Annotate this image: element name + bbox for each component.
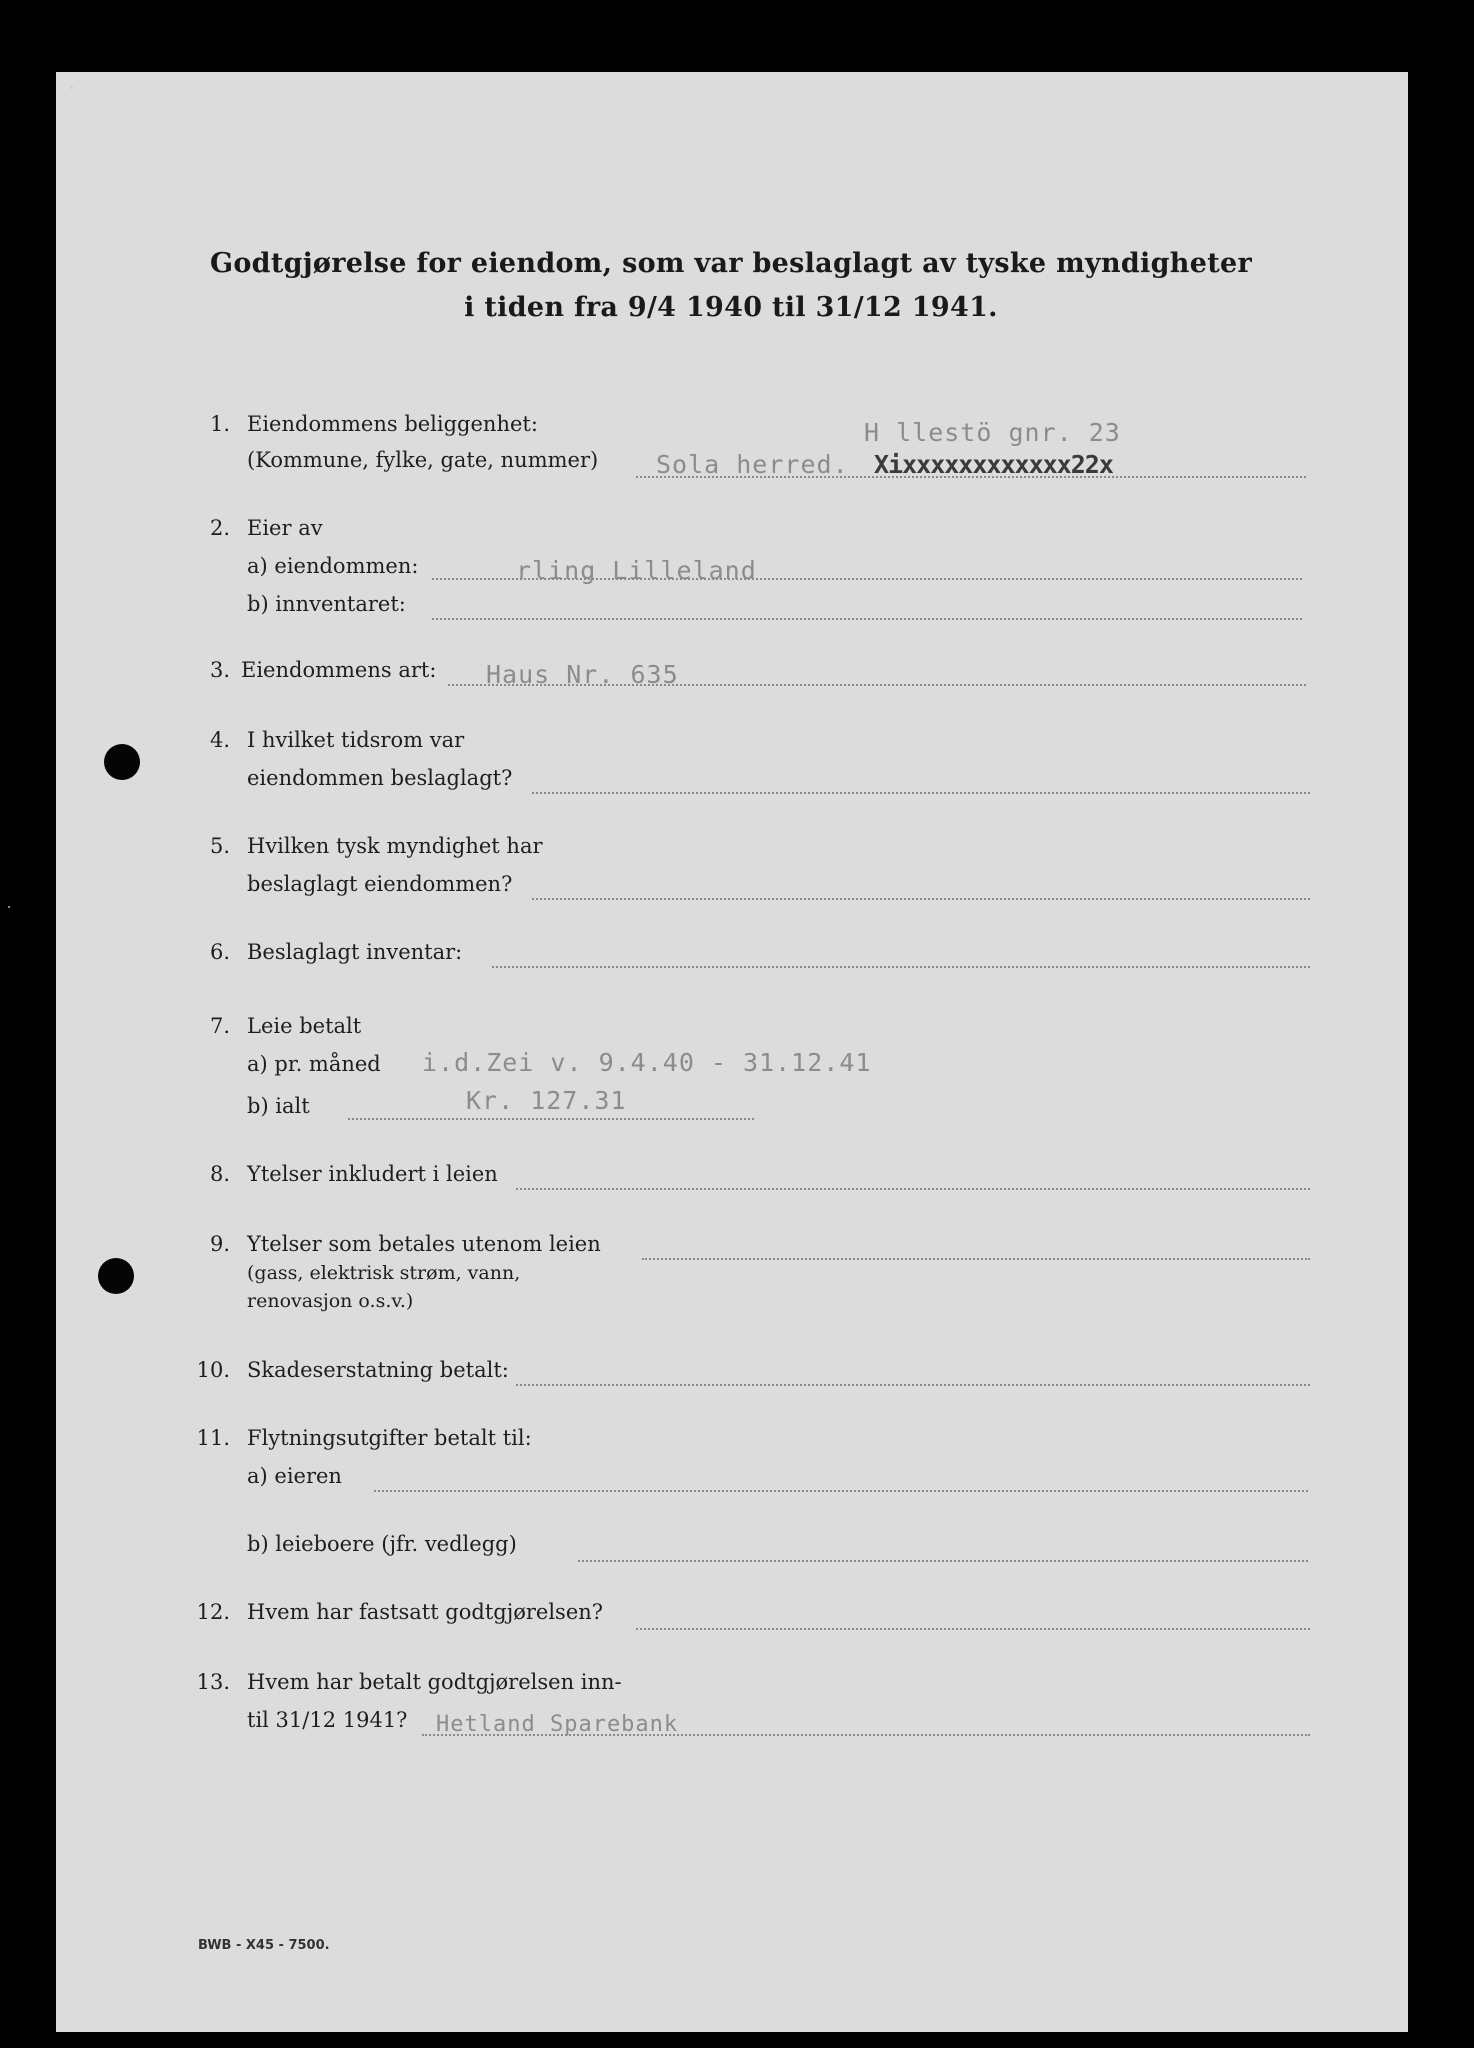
item-2a-label: a) eiendommen: bbox=[247, 554, 419, 578]
item-7a-label: a) pr. måned bbox=[247, 1052, 381, 1076]
item-7b-value: Kr. 127.31 bbox=[466, 1086, 627, 1115]
item-7-number: 7. bbox=[209, 1014, 230, 1038]
item-9-note-2: renovasjon o.s.v.) bbox=[247, 1290, 414, 1312]
item-12-number: 12. bbox=[196, 1600, 230, 1624]
item-13-sublabel: til 31/12 1941? bbox=[247, 1708, 408, 1732]
item-2a-line bbox=[432, 578, 1302, 580]
item-11-label: Flytningsutgifter betalt til: bbox=[247, 1426, 532, 1450]
punch-hole-bottom bbox=[98, 1258, 134, 1294]
item-3-number: 3. bbox=[209, 658, 230, 682]
item-8-line bbox=[516, 1188, 1310, 1190]
item-4-sublabel: eiendommen beslaglagt? bbox=[247, 766, 513, 790]
item-12-label: Hvem har fastsatt godtgjørelsen? bbox=[247, 1600, 604, 1624]
item-9-line bbox=[642, 1258, 1310, 1260]
item-7a-value: i.d.Zei v. 9.4.40 - 31.12.41 bbox=[422, 1048, 872, 1077]
item-2-number: 2. bbox=[209, 516, 230, 540]
item-11-number: 11. bbox=[196, 1426, 230, 1450]
item-5-line bbox=[532, 898, 1310, 900]
paper-speck bbox=[70, 86, 73, 89]
item-3-label: Eiendommens art: bbox=[241, 658, 437, 682]
item-7b-label: b) ialt bbox=[247, 1094, 310, 1118]
item-8-number: 8. bbox=[209, 1162, 230, 1186]
item-8-label: Ytelser inkludert i leien bbox=[247, 1162, 498, 1186]
item-3-value: Haus Nr. 635 bbox=[486, 660, 679, 689]
item-6-line bbox=[492, 966, 1310, 968]
printer-mark: BWB - X45 - 7500. bbox=[198, 1938, 330, 1953]
form-title-line-2: i tiden fra 9/4 1940 til 31/12 1941. bbox=[464, 292, 998, 323]
item-13-label: Hvem har betalt godtgjørelsen inn- bbox=[247, 1670, 622, 1694]
item-5-sublabel: beslaglagt eiendommen? bbox=[247, 872, 513, 896]
item-2-label: Eier av bbox=[247, 516, 323, 540]
form-sheet bbox=[56, 72, 1408, 2032]
item-1-typed-line-1: H llestö gnr. 23 bbox=[864, 418, 1121, 447]
item-4-line bbox=[532, 792, 1310, 794]
item-13-value: Hetland Sparebank bbox=[436, 1712, 679, 1737]
item-13-line bbox=[422, 1734, 1310, 1736]
item-4-label: I hvilket tidsrom var bbox=[247, 728, 465, 752]
item-7-label: Leie betalt bbox=[247, 1014, 362, 1038]
item-1-typed-line-2: Sola herred. bbox=[656, 450, 849, 479]
item-2b-label: b) innventaret: bbox=[247, 592, 406, 616]
item-2a-value: rling Lilleland bbox=[516, 556, 757, 585]
item-1-line bbox=[636, 476, 1306, 478]
item-10-number: 10. bbox=[196, 1358, 230, 1382]
item-11a-label: a) eieren bbox=[247, 1464, 342, 1488]
item-2b-line bbox=[432, 618, 1302, 620]
item-11b-line bbox=[578, 1560, 1308, 1562]
item-9-note-1: (gass, elektrisk strøm, vann, bbox=[247, 1262, 521, 1284]
item-1-label: Eiendommens beliggenhet: bbox=[247, 412, 538, 436]
item-1-struck-text: Xixxxxxxxxxxxx22x bbox=[874, 450, 1113, 479]
item-6-label: Beslaglagt inventar: bbox=[247, 940, 463, 964]
form-title-line-1: Godtgjørelse for eiendom, som var beslaglagt av tyske myndigheter bbox=[210, 248, 1252, 279]
item-10-line bbox=[516, 1384, 1310, 1386]
scan-speck bbox=[8, 906, 10, 908]
item-5-label: Hvilken tysk myndighet har bbox=[247, 834, 543, 858]
item-6-number: 6. bbox=[209, 940, 230, 964]
item-3-line bbox=[448, 684, 1306, 686]
item-5-number: 5. bbox=[209, 834, 230, 858]
item-11b-label: b) leieboere (jfr. vedlegg) bbox=[247, 1532, 517, 1556]
item-4-number: 4. bbox=[209, 728, 230, 752]
item-13-number: 13. bbox=[196, 1670, 230, 1694]
item-7b-line bbox=[348, 1118, 754, 1120]
item-1-sublabel: (Kommune, fylke, gate, nummer) bbox=[247, 448, 599, 472]
item-11a-line bbox=[374, 1490, 1308, 1492]
punch-hole-top bbox=[104, 744, 140, 780]
item-9-number: 9. bbox=[209, 1232, 230, 1256]
item-12-line bbox=[636, 1628, 1310, 1630]
item-9-label: Ytelser som betales utenom leien bbox=[247, 1232, 601, 1256]
item-1-number: 1. bbox=[209, 412, 230, 436]
item-10-label: Skadeserstatning betalt: bbox=[247, 1358, 509, 1382]
